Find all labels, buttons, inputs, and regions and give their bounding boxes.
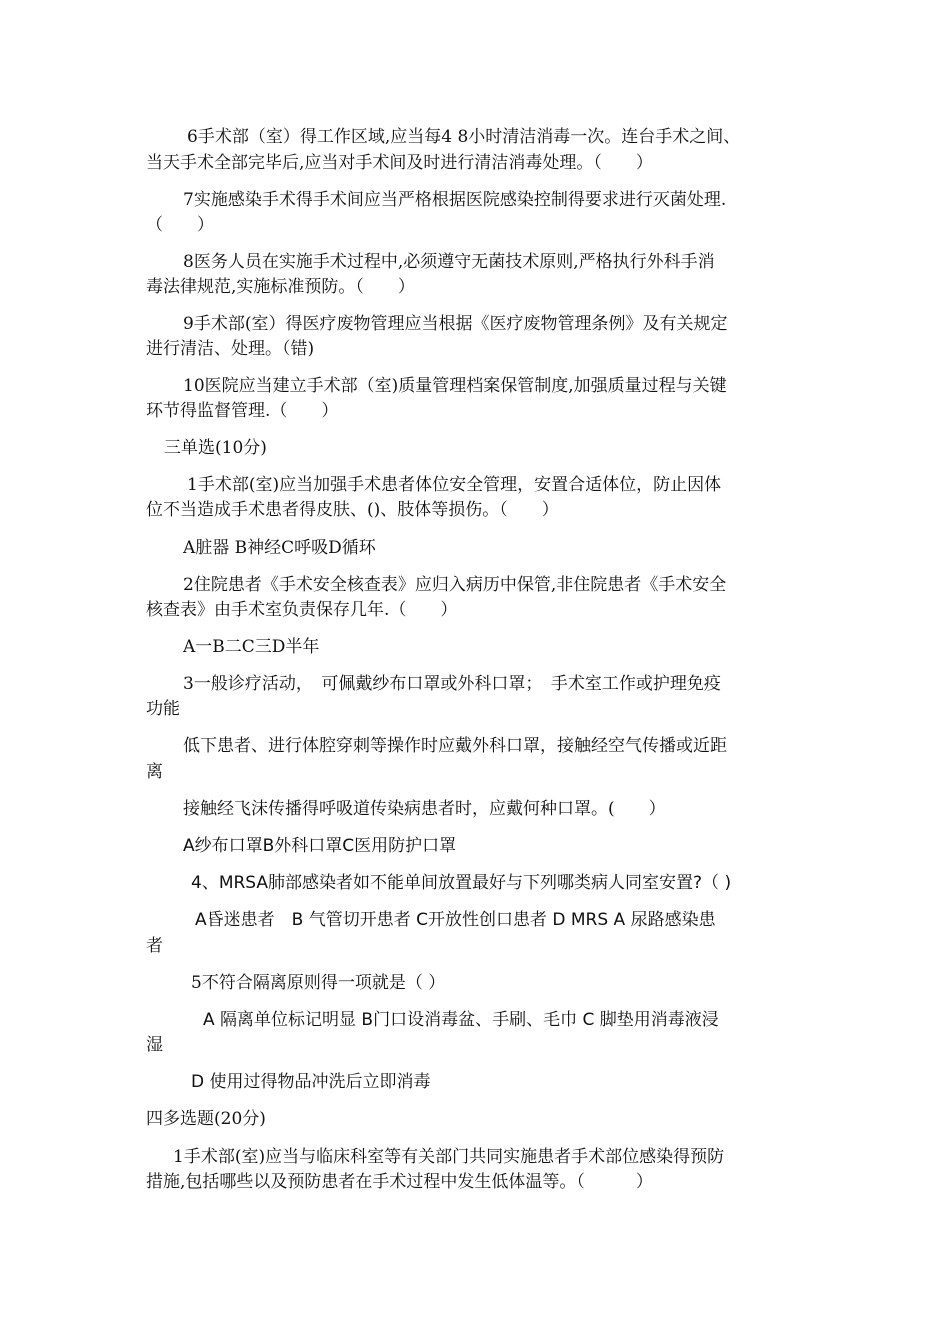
text-line: 9手术部(室）得医疗废物管理应当根据《医疗废物管理条例》及有关规定 bbox=[183, 314, 728, 334]
answer-options: A纱布口罩B外科口罩C医用防护口罩 bbox=[183, 836, 457, 856]
answer-options: A昏迷患者 B 气管切开患者 C开放性创口患者 D MRS A 尿路感染患 bbox=[195, 910, 716, 930]
text-line: 当天手术全部完毕后,应当对手术间及时进行清洁消毒处理。（ ） bbox=[146, 153, 653, 173]
text-line: 核查表》由手术室负责保存几年.（ ） bbox=[146, 600, 458, 620]
text-line: 3一般诊疗活动， 可佩戴纱布口罩或外科口罩； 手术室工作或护理免疫 bbox=[183, 674, 721, 694]
text-line: 接触经飞沫传播得呼吸道传染病患者时，应戴何种口罩。( ） bbox=[183, 799, 666, 819]
text-line: 离 bbox=[146, 762, 163, 782]
text-line: 环节得监督管理.（ ） bbox=[146, 401, 339, 421]
text-line: 1手术部(室)应当与临床科室等有关部门共同实施患者手术部位感染得预防 bbox=[173, 1147, 725, 1167]
section-heading: 三单选(10分) bbox=[164, 438, 267, 458]
text-line: （ ） bbox=[146, 215, 214, 235]
text-line: 位不当造成手术患者得皮肤、()、肢体等损伤。（ ） bbox=[146, 500, 559, 520]
answer-options: 湿 bbox=[146, 1035, 163, 1055]
text-line: 进行清洁、处理。（错) bbox=[146, 339, 315, 359]
answer-options: A一B二C三D半年 bbox=[183, 637, 320, 657]
text-line: 10医院应当建立手术部（室)质量管理档案保管制度,加强质量过程与关键 bbox=[183, 376, 727, 396]
answer-options: A脏器 B神经C呼吸D循环 bbox=[183, 538, 376, 558]
text-line: 7实施感染手术得手术间应当严格根据医院感染控制得要求进行灭菌处理. bbox=[183, 190, 727, 210]
text-line: 5不符合隔离原则得一项就是（ ） bbox=[191, 973, 446, 993]
text-line: 2住院患者《手术安全核查表》应归入病历中保管,非住院患者《手术安全 bbox=[183, 575, 727, 595]
text-line: 1手术部(室)应当加强手术患者体位安全管理，安置合适体位，防止因体 bbox=[187, 475, 722, 495]
text-line: 低下患者、进行体腔穿刺等操作时应戴外科口罩，接触经空气传播或近距 bbox=[183, 736, 727, 756]
text-line: 4、MRSA肺部感染者如不能单间放置最好与下列哪类病人同室安置?（ ) bbox=[191, 873, 732, 893]
answer-options: 者 bbox=[146, 936, 163, 956]
answer-options: A 隔离单位标记明显 B门口设消毒盆、手刷、毛巾 C 脚垫用消毒液浸 bbox=[203, 1010, 719, 1030]
text-line: 功能 bbox=[146, 699, 180, 719]
text-line: 8医务人员在实施手术过程中,必须遵守无菌技术原则,严格执行外科手消 bbox=[183, 252, 715, 272]
text-line: 措施,包括哪些以及预防患者在手术过程中发生低体温等。（ ） bbox=[146, 1172, 653, 1192]
text-line: 毒法律规范,实施标准预防。（ ） bbox=[146, 277, 415, 297]
section-heading: 四多选题(20分) bbox=[146, 1109, 266, 1129]
text-line: 6手术部（室）得工作区域,应当每4 8小时清洁消毒一次。连台手术之间、 bbox=[187, 127, 741, 147]
answer-options: D 使用过得物品冲洗后立即消毒 bbox=[191, 1072, 431, 1092]
